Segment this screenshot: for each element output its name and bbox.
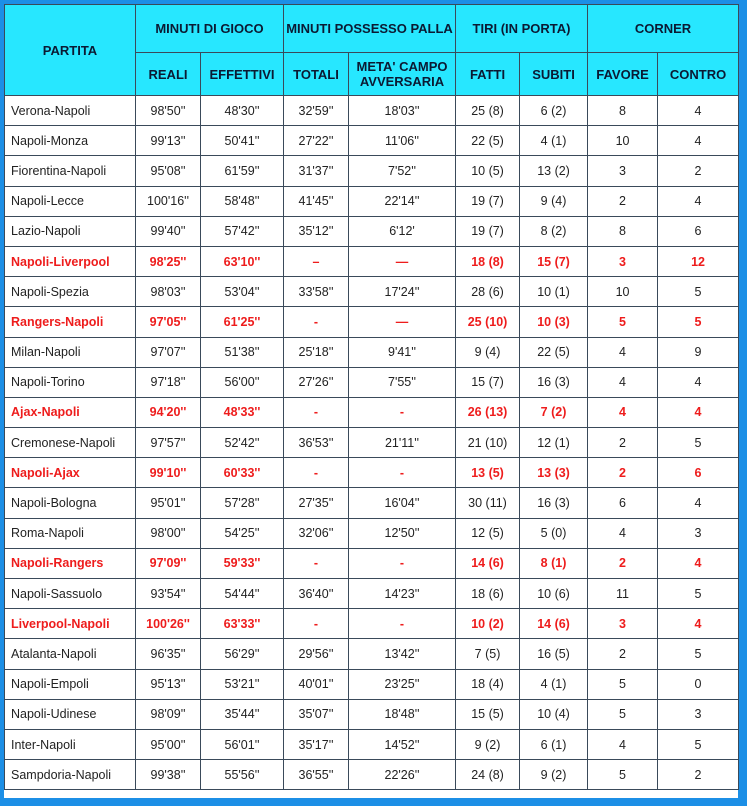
contro-cell: 4 (658, 96, 739, 126)
favore-cell: 3 (588, 246, 658, 276)
match-name-cell: Rangers-Napoli (5, 307, 136, 337)
totali-cell: 31'37'' (284, 156, 349, 186)
favore-cell: 5 (588, 669, 658, 699)
reali-cell: 98'50'' (136, 96, 201, 126)
contro-cell: 3 (658, 518, 739, 548)
favore-cell: 4 (588, 729, 658, 759)
contro-cell: 4 (658, 186, 739, 216)
totali-cell: 36'55'' (284, 760, 349, 790)
meta-campo-cell: - (349, 397, 456, 427)
stats-table-frame (4, 4, 738, 798)
reali-cell: 97'09'' (136, 548, 201, 578)
header-fatti: FATTI (456, 53, 520, 96)
effettivi-cell: 56'29'' (201, 639, 284, 669)
fatti-cell: 15 (5) (456, 699, 520, 729)
contro-cell: 0 (658, 669, 739, 699)
meta-campo-cell: 18'03'' (349, 96, 456, 126)
table-row (5, 216, 739, 246)
table-row (5, 367, 739, 397)
fatti-cell: 22 (5) (456, 126, 520, 156)
effettivi-cell: 55'56'' (201, 760, 284, 790)
favore-cell: 4 (588, 367, 658, 397)
effettivi-cell: 53'04'' (201, 277, 284, 307)
effettivi-cell: 54'25'' (201, 518, 284, 548)
header-contro: CONTRO (658, 53, 739, 96)
effettivi-cell: 35'44'' (201, 699, 284, 729)
match-name-cell: Napoli-Liverpool (5, 246, 136, 276)
effettivi-cell: 54'44'' (201, 579, 284, 609)
header-meta-campo: META' CAMPO AVVERSARIA (349, 53, 456, 96)
totali-cell: 35'07'' (284, 699, 349, 729)
effettivi-cell: 53'21'' (201, 669, 284, 699)
contro-cell: 3 (658, 699, 739, 729)
contro-cell: 4 (658, 548, 739, 578)
fatti-cell: 12 (5) (456, 518, 520, 548)
contro-cell: 9 (658, 337, 739, 367)
table-row (5, 488, 739, 518)
meta-campo-cell: 22'26'' (349, 760, 456, 790)
fatti-cell: 14 (6) (456, 548, 520, 578)
subiti-cell: 22 (5) (520, 337, 588, 367)
effettivi-cell: 51'38'' (201, 337, 284, 367)
effettivi-cell: 58'48'' (201, 186, 284, 216)
reali-cell: 95'00'' (136, 729, 201, 759)
table-row (5, 699, 739, 729)
match-name-cell: Napoli-Empoli (5, 669, 136, 699)
header-minuti-possesso: MINUTI POSSESSO PALLA (284, 5, 456, 53)
effettivi-cell: 57'42'' (201, 216, 284, 246)
subiti-cell: 6 (1) (520, 729, 588, 759)
favore-cell: 2 (588, 428, 658, 458)
reali-cell: 99'38'' (136, 760, 201, 790)
contro-cell: 4 (658, 609, 739, 639)
match-name-cell: Napoli-Spezia (5, 277, 136, 307)
subiti-cell: 13 (2) (520, 156, 588, 186)
fatti-cell: 19 (7) (456, 216, 520, 246)
meta-campo-cell: 7'52'' (349, 156, 456, 186)
table-row (5, 518, 739, 548)
contro-cell: 4 (658, 488, 739, 518)
header-subiti: SUBITI (520, 53, 588, 96)
subiti-cell: 6 (2) (520, 96, 588, 126)
subiti-cell: 16 (3) (520, 367, 588, 397)
header-reali: REALI (136, 53, 201, 96)
meta-campo-cell: 6'12' (349, 216, 456, 246)
totali-cell: 32'06'' (284, 518, 349, 548)
meta-campo-cell: 7'55'' (349, 367, 456, 397)
table-row (5, 156, 739, 186)
meta-campo-cell: 21'11'' (349, 428, 456, 458)
effettivi-cell: 56'00'' (201, 367, 284, 397)
meta-campo-cell: 13'42'' (349, 639, 456, 669)
fatti-cell: 9 (4) (456, 337, 520, 367)
reali-cell: 100'26'' (136, 609, 201, 639)
totali-cell: 25'18'' (284, 337, 349, 367)
contro-cell: 5 (658, 579, 739, 609)
meta-campo-cell: 9'41'' (349, 337, 456, 367)
match-name-cell: Napoli-Monza (5, 126, 136, 156)
favore-cell: 2 (588, 639, 658, 669)
reali-cell: 98'03'' (136, 277, 201, 307)
fatti-cell: 9 (2) (456, 729, 520, 759)
meta-campo-cell: 12'50'' (349, 518, 456, 548)
table-row (5, 96, 739, 126)
fatti-cell: 7 (5) (456, 639, 520, 669)
table-row (5, 548, 739, 578)
match-name-cell: Ajax-Napoli (5, 397, 136, 427)
totali-cell: – (284, 246, 349, 276)
meta-campo-cell: - (349, 609, 456, 639)
subiti-cell: 10 (4) (520, 699, 588, 729)
meta-campo-cell: — (349, 307, 456, 337)
table-body (5, 96, 739, 790)
fatti-cell: 13 (5) (456, 458, 520, 488)
table-row (5, 760, 739, 790)
fatti-cell: 25 (10) (456, 307, 520, 337)
reali-cell: 99'40'' (136, 216, 201, 246)
effettivi-cell: 61'25'' (201, 307, 284, 337)
totali-cell: 27'22'' (284, 126, 349, 156)
contro-cell: 5 (658, 639, 739, 669)
contro-cell: 2 (658, 760, 739, 790)
subiti-cell: 4 (1) (520, 669, 588, 699)
favore-cell: 4 (588, 397, 658, 427)
contro-cell: 5 (658, 277, 739, 307)
meta-campo-cell: - (349, 458, 456, 488)
reali-cell: 98'09'' (136, 699, 201, 729)
fatti-cell: 18 (8) (456, 246, 520, 276)
header-corner: CORNER (588, 5, 739, 53)
match-name-cell: Lazio-Napoli (5, 216, 136, 246)
table-row (5, 186, 739, 216)
effettivi-cell: 63'33'' (201, 609, 284, 639)
subiti-cell: 15 (7) (520, 246, 588, 276)
effettivi-cell: 61'59'' (201, 156, 284, 186)
totali-cell: - (284, 609, 349, 639)
totali-cell: 32'59'' (284, 96, 349, 126)
contro-cell: 4 (658, 367, 739, 397)
contro-cell: 4 (658, 397, 739, 427)
effettivi-cell: 50'41'' (201, 126, 284, 156)
contro-cell: 2 (658, 156, 739, 186)
table-row (5, 609, 739, 639)
fatti-cell: 21 (10) (456, 428, 520, 458)
meta-campo-cell: 11'06'' (349, 126, 456, 156)
favore-cell: 5 (588, 307, 658, 337)
favore-cell: 5 (588, 699, 658, 729)
table-row (5, 126, 739, 156)
match-name-cell: Napoli-Rangers (5, 548, 136, 578)
match-name-cell: Milan-Napoli (5, 337, 136, 367)
table-row (5, 639, 739, 669)
meta-campo-cell: 14'52'' (349, 729, 456, 759)
contro-cell: 4 (658, 126, 739, 156)
totali-cell: - (284, 458, 349, 488)
table-row (5, 246, 739, 276)
subiti-cell: 14 (6) (520, 609, 588, 639)
table-row (5, 579, 739, 609)
favore-cell: 2 (588, 186, 658, 216)
contro-cell: 5 (658, 428, 739, 458)
table-row (5, 307, 739, 337)
match-name-cell: Roma-Napoli (5, 518, 136, 548)
reali-cell: 94'20'' (136, 397, 201, 427)
reali-cell: 100'16'' (136, 186, 201, 216)
effettivi-cell: 52'42'' (201, 428, 284, 458)
fatti-cell: 25 (8) (456, 96, 520, 126)
effettivi-cell: 59'33'' (201, 548, 284, 578)
fatti-cell: 18 (4) (456, 669, 520, 699)
reali-cell: 93'54'' (136, 579, 201, 609)
meta-campo-cell: 17'24'' (349, 277, 456, 307)
table-row (5, 428, 739, 458)
subiti-cell: 9 (2) (520, 760, 588, 790)
favore-cell: 2 (588, 548, 658, 578)
favore-cell: 4 (588, 337, 658, 367)
header-partita: PARTITA (5, 5, 136, 96)
totali-cell: 29'56'' (284, 639, 349, 669)
subiti-cell: 10 (3) (520, 307, 588, 337)
totali-cell: 35'12'' (284, 216, 349, 246)
contro-cell: 5 (658, 307, 739, 337)
effettivi-cell: 48'30'' (201, 96, 284, 126)
favore-cell: 11 (588, 579, 658, 609)
subiti-cell: 13 (3) (520, 458, 588, 488)
meta-campo-cell: 14'23'' (349, 579, 456, 609)
table-row (5, 729, 739, 759)
totali-cell: 33'58'' (284, 277, 349, 307)
fatti-cell: 10 (5) (456, 156, 520, 186)
totali-cell: 41'45'' (284, 186, 349, 216)
totali-cell: 40'01'' (284, 669, 349, 699)
header-favore: FAVORE (588, 53, 658, 96)
subiti-cell: 5 (0) (520, 518, 588, 548)
subiti-cell: 16 (3) (520, 488, 588, 518)
match-name-cell: Napoli-Bologna (5, 488, 136, 518)
meta-campo-cell: 23'25'' (349, 669, 456, 699)
totali-cell: 36'53'' (284, 428, 349, 458)
subiti-cell: 10 (6) (520, 579, 588, 609)
totali-cell: 27'26'' (284, 367, 349, 397)
effettivi-cell: 63'10'' (201, 246, 284, 276)
fatti-cell: 30 (11) (456, 488, 520, 518)
effettivi-cell: 57'28'' (201, 488, 284, 518)
favore-cell: 3 (588, 156, 658, 186)
favore-cell: 8 (588, 96, 658, 126)
reali-cell: 97'07'' (136, 337, 201, 367)
favore-cell: 10 (588, 126, 658, 156)
match-name-cell: Verona-Napoli (5, 96, 136, 126)
header-effettivi: EFFETTIVI (201, 53, 284, 96)
favore-cell: 3 (588, 609, 658, 639)
reali-cell: 95'01'' (136, 488, 201, 518)
contro-cell: 12 (658, 246, 739, 276)
contro-cell: 5 (658, 729, 739, 759)
favore-cell: 6 (588, 488, 658, 518)
totali-cell: 36'40'' (284, 579, 349, 609)
favore-cell: 5 (588, 760, 658, 790)
subiti-cell: 7 (2) (520, 397, 588, 427)
fatti-cell: 28 (6) (456, 277, 520, 307)
subiti-cell: 8 (1) (520, 548, 588, 578)
reali-cell: 97'05'' (136, 307, 201, 337)
subiti-cell: 12 (1) (520, 428, 588, 458)
subiti-cell: 8 (2) (520, 216, 588, 246)
fatti-cell: 24 (8) (456, 760, 520, 790)
subiti-cell: 4 (1) (520, 126, 588, 156)
fatti-cell: 10 (2) (456, 609, 520, 639)
table-row (5, 458, 739, 488)
favore-cell: 4 (588, 518, 658, 548)
effettivi-cell: 60'33'' (201, 458, 284, 488)
favore-cell: 2 (588, 458, 658, 488)
match-name-cell: Napoli-Sassuolo (5, 579, 136, 609)
favore-cell: 10 (588, 277, 658, 307)
meta-campo-cell: 18'48'' (349, 699, 456, 729)
reali-cell: 99'10'' (136, 458, 201, 488)
match-name-cell: Napoli-Lecce (5, 186, 136, 216)
reali-cell: 95'13'' (136, 669, 201, 699)
match-name-cell: Sampdoria-Napoli (5, 760, 136, 790)
match-name-cell: Napoli-Ajax (5, 458, 136, 488)
table-row (5, 669, 739, 699)
fatti-cell: 15 (7) (456, 367, 520, 397)
contro-cell: 6 (658, 458, 739, 488)
match-name-cell: Inter-Napoli (5, 729, 136, 759)
totali-cell: 35'17'' (284, 729, 349, 759)
meta-campo-cell: - (349, 548, 456, 578)
effettivi-cell: 56'01'' (201, 729, 284, 759)
subiti-cell: 10 (1) (520, 277, 588, 307)
fatti-cell: 26 (13) (456, 397, 520, 427)
favore-cell: 8 (588, 216, 658, 246)
table-row (5, 337, 739, 367)
header-tiri: TIRI (IN PORTA) (456, 5, 588, 53)
header-totali: TOTALI (284, 53, 349, 96)
totali-cell: 27'35'' (284, 488, 349, 518)
reali-cell: 97'57'' (136, 428, 201, 458)
match-name-cell: Napoli-Udinese (5, 699, 136, 729)
header-minuti-gioco: MINUTI DI GIOCO (136, 5, 284, 53)
meta-campo-cell: 22'14'' (349, 186, 456, 216)
match-name-cell: Napoli-Torino (5, 367, 136, 397)
match-name-cell: Fiorentina-Napoli (5, 156, 136, 186)
effettivi-cell: 48'33'' (201, 397, 284, 427)
reali-cell: 98'25'' (136, 246, 201, 276)
table-row (5, 397, 739, 427)
reali-cell: 98'00'' (136, 518, 201, 548)
subiti-cell: 9 (4) (520, 186, 588, 216)
fatti-cell: 19 (7) (456, 186, 520, 216)
totali-cell: - (284, 397, 349, 427)
meta-campo-cell: 16'04'' (349, 488, 456, 518)
subiti-cell: 16 (5) (520, 639, 588, 669)
totali-cell: - (284, 548, 349, 578)
reali-cell: 97'18'' (136, 367, 201, 397)
fatti-cell: 18 (6) (456, 579, 520, 609)
meta-campo-cell: — (349, 246, 456, 276)
contro-cell: 6 (658, 216, 739, 246)
match-name-cell: Atalanta-Napoli (5, 639, 136, 669)
match-stats-table (4, 4, 739, 790)
reali-cell: 95'08'' (136, 156, 201, 186)
reali-cell: 99'13'' (136, 126, 201, 156)
reali-cell: 96'35'' (136, 639, 201, 669)
match-name-cell: Cremonese-Napoli (5, 428, 136, 458)
table-row (5, 277, 739, 307)
totali-cell: - (284, 307, 349, 337)
match-name-cell: Liverpool-Napoli (5, 609, 136, 639)
